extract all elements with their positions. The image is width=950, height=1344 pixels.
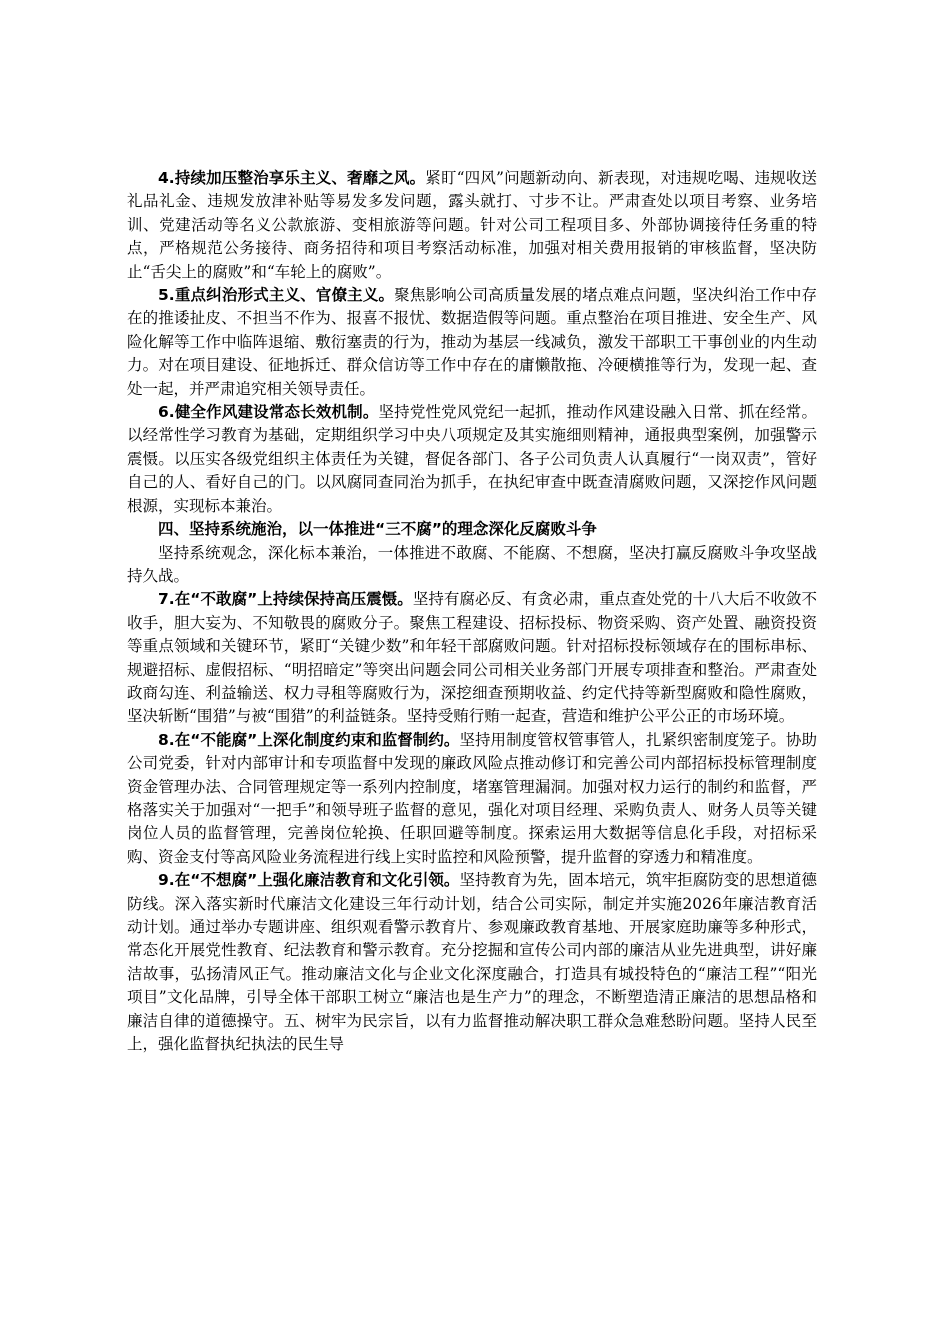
- paragraph-heading: 9.在“不想腐”上强化廉洁教育和文化引领。: [158, 871, 460, 890]
- paragraph-item-9: [127, 869, 817, 1056]
- paragraph-body: 坚持有腐必反、有贪必肃，重点查处党的十八大后不收敛不收手，胆大妄为、不知敬畏的腐败分子。聚焦工程建设、招标投标、物资采购、资产处置、融资投资等重点领域和关键环节，紧盯“关键少数”和年轻干部腐败问题。针对招标投标领域存在的围标串标、规避招标、虚假招标、“明招暗定”等突出问题会同公司相关业务部门开展专项排查和整治。严肃查处政商勾连、利益输送、权力寻租等腐败行为，深挖细查预期收益、约定代持等新型腐败和隐性腐败，坚决斩断“围猎”与被“围猎”的利益链条。坚持受贿行贿一起查，营造和维护公平公正的市场环境。: [127, 590, 817, 726]
- paragraph-body: 坚持用制度管权管事管人，扎紧织密制度笼子。协助公司党委，针对内部审计和专项监督中发现的廉政风险点推动修订和完善公司内部招标投标管理制度资金管理办法、合同管理规定等一系列内控制度，堵塞管理漏洞。加强对权力运行的制约和监督，严格落实关于加强对“一把手”和领导班子监督的意见，强化对项目经理、采购负责人、财务人员等关键岗位人员的监督管理，完善岗位轮换、任职回避等制度。探索运用大数据等信息化手段，对招标采购、资金支付等高风险业务流程进行线上实时监控和风险预警，提升监督的穿透力和精准度。: [127, 730, 817, 866]
- document-page: [127, 167, 817, 1056]
- paragraph-heading: 5.重点纠治形式主义、官僚主义。: [158, 286, 395, 305]
- paragraph-body: 聚焦影响公司高质量发展的堵点难点问题，坚决纠治工作中存在的推诿扯皮、不担当不作为、报喜不报忧、数据造假等问题。重点整治在项目推进、安全生产、风险化解等工作中临阵退缩、敷衍塞责的行为，推动为基层一线减负，激发干部职工干事创业的内生动力。对在项目建设、征地拆迁、群众信访等工作中存在的庸懒散拖、冷硬横推等行为，发现一起、查处一起，并严肃追究相关领导责任。: [127, 286, 817, 398]
- paragraph-heading: 7.在“不敢腐”上持续保持高压震慑。: [158, 590, 413, 609]
- paragraph-item-6: [127, 401, 817, 518]
- paragraph-heading: 4.持续加压整治享乐主义、奢靡之风。: [158, 169, 426, 187]
- paragraph-heading: 6.健全作风建设常态长效机制。: [158, 403, 379, 422]
- paragraph-body: 坚持党性党风党纪一起抓，推动作风建设融入日常、抓在经常。以经常性学习教育为基础，定期组织学习中央八项规定及其实施细则精神，通报典型案例，加强警示震慑。以压实各级党组织主体责任为关键，督促各部门、各子公司负责人认真履行“一岗双责”，管好自己的人、看好自己的门。以风腐同查同治为抓手，在执纪审查中既查清腐败问题，又深挖作风问题根源，实现标本兼治。: [127, 403, 817, 515]
- section-intro: 坚持系统观念，深化标本兼治，一体推进不敢腐、不能腐、不想腐，坚决打赢反腐败斗争攻坚战持久战。: [127, 543, 817, 585]
- paragraph-item-7: [127, 588, 817, 728]
- paragraph-heading: 8.在“不能腐”上深化制度约束和监督制约。: [158, 730, 460, 749]
- paragraph-item-4: [127, 167, 817, 284]
- paragraph-item-8: [127, 729, 817, 869]
- paragraph-body: 紧盯“四风”问题新动向、新表现，对违规吃喝、违规收送礼品礼金、违规发放津补贴等易发多发问题，露头就打、寸步不让。严肃查处以项目考察、业务培训、党建活动等名义公款旅游、变相旅游等问题。针对公司工程项目多、外部协调接待任务重的特点，严格规范公务接待、商务招待和项目考察活动标准，加强对相关费用报销的审核监督，坚决防止“舌尖上的腐败”和“车轮上的腐败”。: [127, 169, 817, 281]
- paragraph-body: 坚持教育为先，固本培元，筑牢拒腐防变的思想道德防线。深入落实新时代廉洁文化建设三年行动计划，结合公司实际，制定并实施2026年廉洁教育活动计划。通过举办专题讲座、组织观看警示教育片、参观廉政教育基地、开展家庭助廉等多种形式，常态化开展党性教育、纪法教育和警示教育。充分挖掘和宣传公司内部的廉洁从业先进典型，讲好廉洁故事，弘扬清风正气。推动廉洁文化与企业文化深度融合，打造具有城投特色的“廉洁工程”“阳光项目”文化品牌，引导全体干部职工树立“廉洁也是生产力”的理念，不断塑造清正廉洁的思想品格和廉洁自律的道德操守。五、树牢为民宗旨，以有力监督推动解决职工群众急难愁盼问题。坚持人民至上，强化监督执纪执法的民生导: [127, 871, 817, 1054]
- section-heading: 四、坚持系统施治，以一体推进“三不腐”的理念深化反腐败斗争: [158, 520, 597, 539]
- paragraph-item-5: [127, 284, 817, 401]
